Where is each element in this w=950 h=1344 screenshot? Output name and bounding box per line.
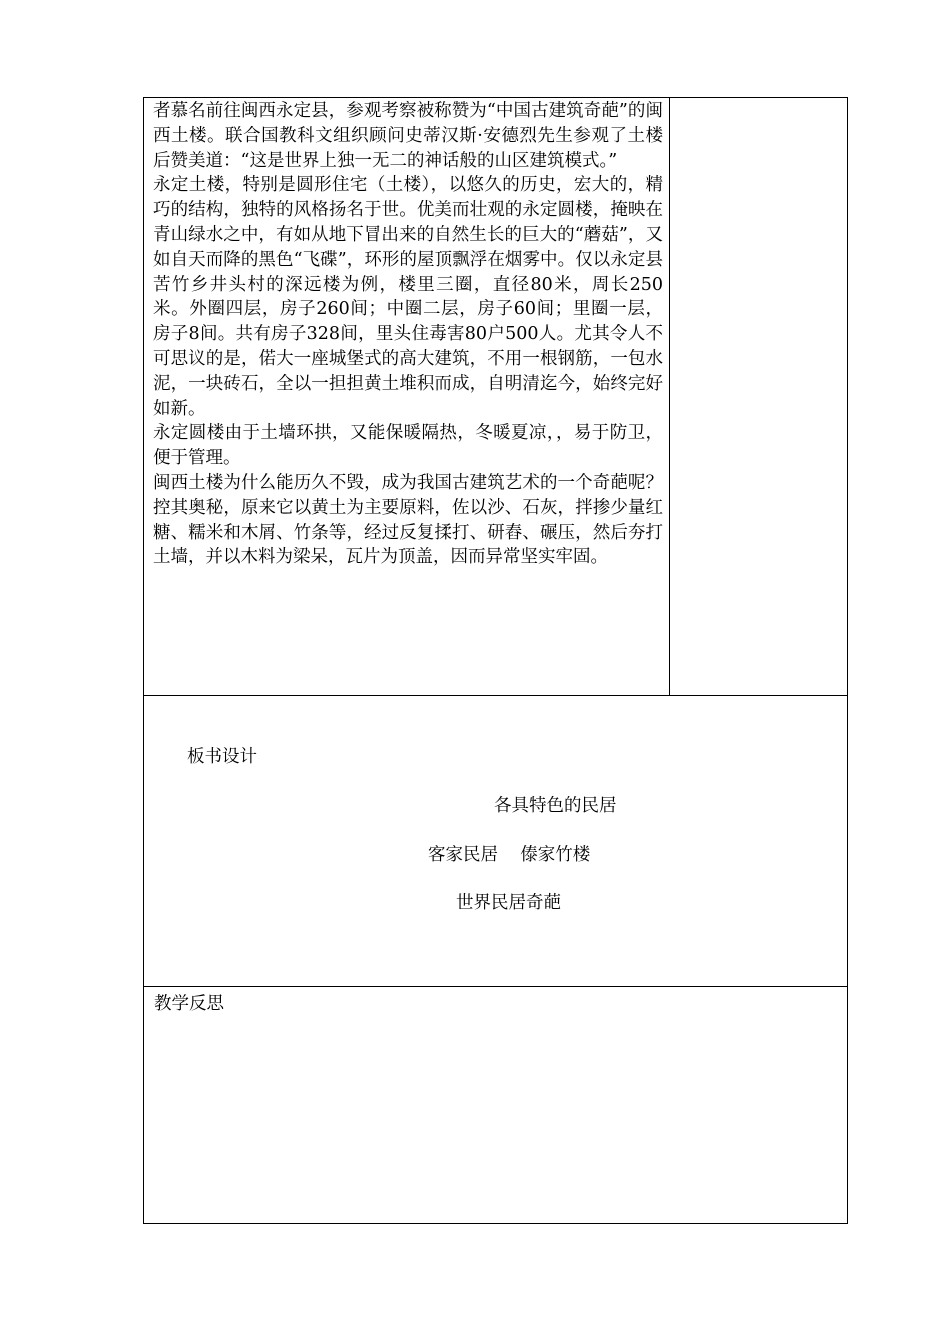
board-design-heading: 板书设计: [187, 747, 257, 767]
reflection-heading: 教学反思: [154, 994, 224, 1014]
paragraph: 闽西土楼为什么能历久不毁，成为我国古建筑艺术的一个奇葩呢？控其奥秘，原来它以黄土为主要原料，佐以沙、石灰，拌掺少量红糖、糯米和木屑、竹条等，经过反复揉打、研舂、碾压，然后夯打土墙，并以木料为梁呆，瓦片为顶盖，因而异常坚实牢固。: [153, 472, 663, 568]
reflection-cell: [143, 986, 848, 1224]
paragraph: 者慕名前往闽西永定县，参观考察被称赞为“中国古建筑奇葩”的闽西土楼。联合国教科文组织顾问史蒂汉斯·安德烈先生参观了土楼后赞美道：“这是世界上独一无二的神话般的山区建筑模式。”: [153, 101, 663, 171]
board-line-summary: 世界民居奇葩: [456, 893, 561, 913]
paragraph: 永定土楼，特别是圆形住宅（土楼），以悠久的历史，宏大的，精巧的结构，独特的风格扬名于世。优美而壮观的永定圆楼，掩映在青山绿水之中，有如从地下冒出来的自然生长的巨大的“蘑菇”，又如自天而降的黑色“飞碟”，环形的屋顶飘浮在烟雾中。仅以永定县苦竹乡井头村的深远楼为例，楼里三圈，直径80米，周长250米。外圈四层，房子260间；中圈二层，房子60间；里圈一层，房子8间。共有房子328间，里头住毒害80户500人。尤其令人不可思议的是，偌大一座城堡式的高大建筑，不用一根钢筋，一包水泥，一块砖石，全以一担担黄土堆积而成，自明清迄今，始终完好如新。: [153, 175, 663, 419]
board-line-title: 各具特色的民居: [494, 796, 617, 816]
notes-cell: [669, 97, 848, 696]
board-line-examples: 客家民居 傣家竹楼: [428, 845, 591, 865]
lesson-content-cell: [143, 97, 670, 696]
lesson-plan-table: [143, 97, 848, 1224]
board-design-cell: [143, 695, 848, 987]
lesson-body-text: [153, 99, 663, 570]
paragraph: 永定圆楼由于土墙环拱，又能保暖隔热，冬暖夏凉，，易于防卫，便于管理。: [153, 423, 663, 469]
